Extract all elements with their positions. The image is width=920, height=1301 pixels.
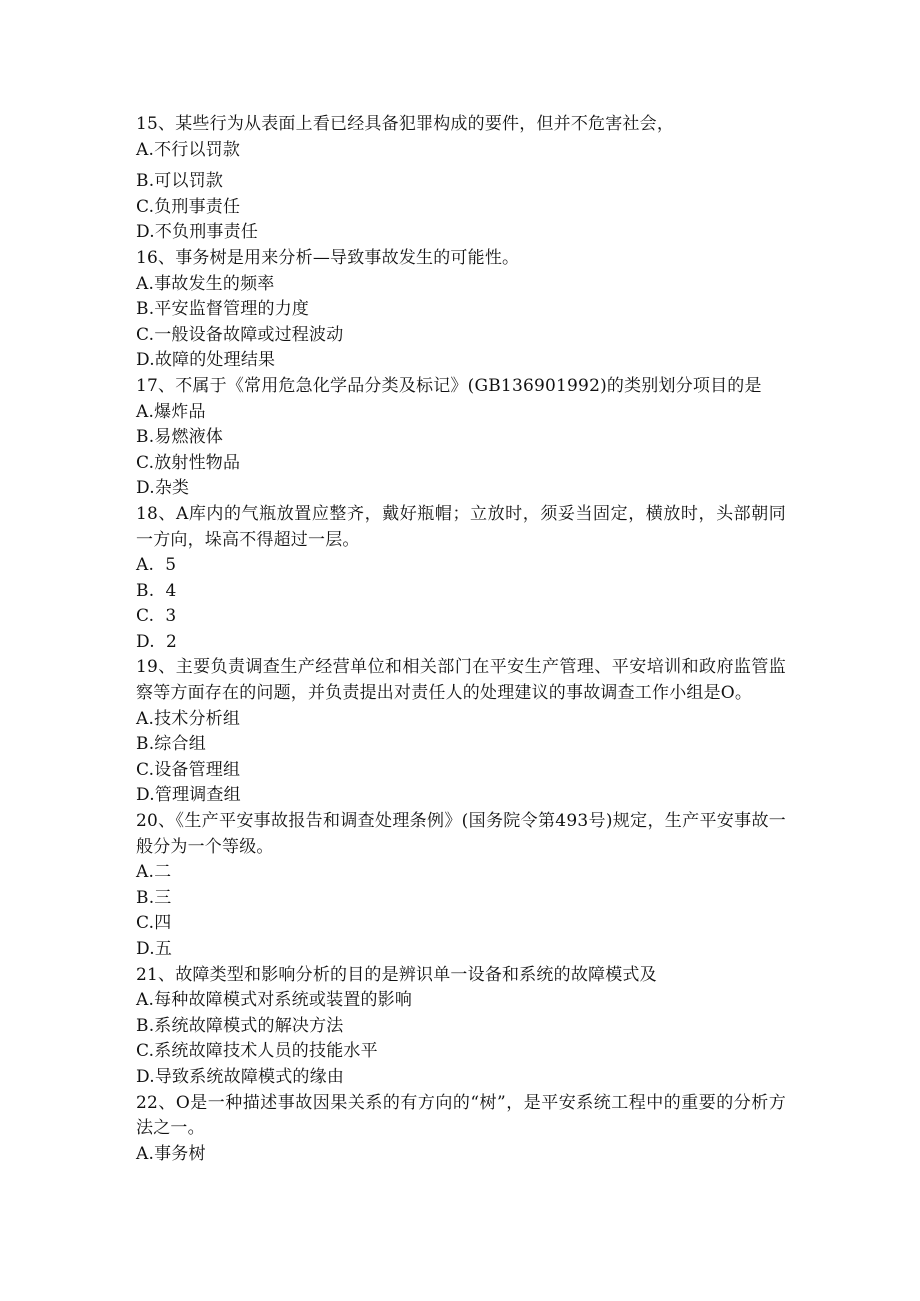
- option-b: B.易燃液体: [136, 427, 224, 448]
- option-b: B.可以罚款: [136, 171, 224, 192]
- option-a: A.技术分析组: [136, 708, 241, 729]
- question-stem: 17、不属于《常用危急化学品分类及标记》(GB136901992)的类别划分项目的是: [136, 375, 762, 396]
- option-d: D.五: [136, 939, 173, 959]
- option-d: D.管理调查组: [136, 785, 241, 806]
- option-c: C. 3: [136, 606, 177, 627]
- option-b: B.三: [136, 887, 172, 908]
- question-19: [136, 655, 786, 809]
- option-c: C.四: [136, 913, 172, 934]
- option-c: C.放射性物品: [136, 452, 241, 473]
- option-c: C.设备管理组: [136, 759, 241, 780]
- option-c: C.一般设备故障或过程波动: [136, 324, 344, 345]
- option-a: A.不行以罚款: [136, 139, 241, 160]
- question-stem: 20、《生产平安事故报告和调查处理条例》(国务院令第493号)规定，生产平安事故一般分为一个等级。: [136, 811, 786, 857]
- option-c: C.负刑事责任: [136, 196, 241, 217]
- option-d: D.导致系统故障模式的缘由: [136, 1066, 345, 1087]
- option-a: A. 5: [136, 555, 177, 576]
- option-b: B.平安监督管理的力度: [136, 299, 310, 320]
- option-d: D.不负刑事责任: [136, 222, 259, 243]
- option-a: A.每种故障模式对系统或装置的影响: [136, 990, 413, 1011]
- document-page: [136, 112, 786, 1167]
- question-16: [136, 246, 786, 374]
- option-d: D. 2: [136, 631, 178, 652]
- question-stem: 21、故障类型和影响分析的目的是辨识单一设备和系统的故障模式及: [136, 964, 657, 985]
- question-20: [136, 809, 786, 963]
- option-a: A.事务树: [136, 1143, 206, 1164]
- option-b: B.系统故障模式的解决方法: [136, 1015, 344, 1036]
- question-stem: 15、某些行为从表面上看已经具备犯罪构成的要件，但并不危害社会，: [136, 114, 675, 134]
- option-b: B.综合组: [136, 734, 206, 755]
- question-stem: 19、主要负责调查生产经营单位和相关部门在平安生产管理、平安培训和政府监管监察等方面存在的问题，并负责提出对责任人的处理建议的事故调查工作小组是O。: [136, 657, 786, 704]
- question-22: [136, 1091, 786, 1168]
- option-a: A.二: [136, 862, 172, 883]
- question-21: [136, 963, 786, 1091]
- option-b: B. 4: [136, 580, 177, 601]
- question-stem: 22、O是一种描述事故因果关系的有方向的“树”，是平安系统工程中的重要的分析方法之一。: [136, 1092, 786, 1139]
- option-c: C.系统故障技术人员的技能水平: [136, 1041, 378, 1062]
- option-d: D.故障的处理结果: [136, 350, 276, 371]
- option-a: A.爆炸品: [136, 401, 206, 422]
- question-stem: 18、A库内的气瓶放置应整齐，戴好瓶帽；立放时，须妥当固定，横放时，头部朝同一方向，垛高不得超过一层。: [136, 503, 786, 550]
- question-18: [136, 502, 786, 656]
- option-a: A.事故发生的频率: [136, 273, 275, 294]
- option-d: D.杂类: [136, 478, 190, 499]
- question-15: [136, 112, 786, 246]
- question-stem: 16、事务树是用来分析—导致事故发生的可能性。: [136, 247, 520, 268]
- question-17: [136, 374, 786, 502]
